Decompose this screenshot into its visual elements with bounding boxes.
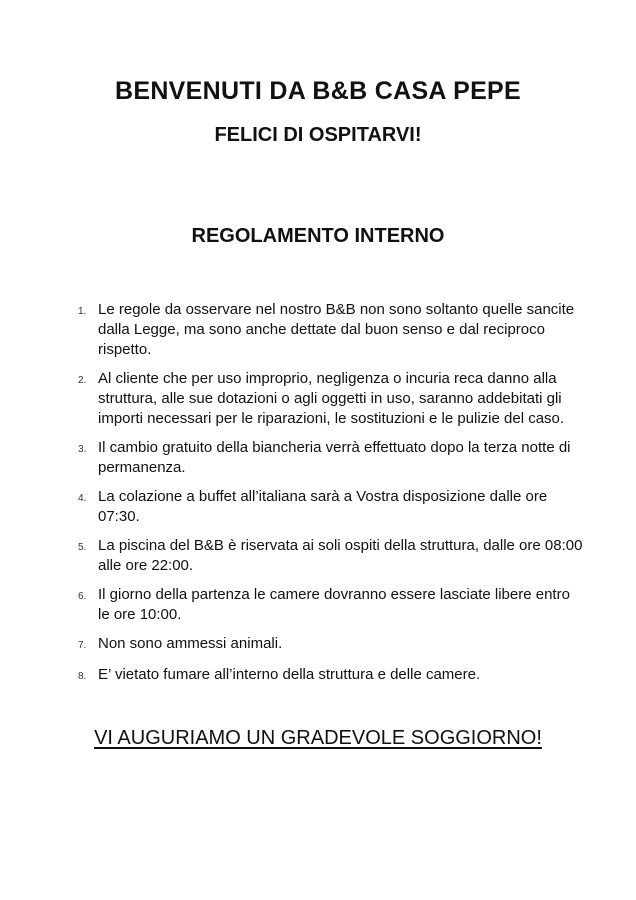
rule-item bbox=[78, 585, 583, 625]
rule-text: Il giorno della partenza le camere dovranno essere lasciate libere entro le ore 10:00. bbox=[98, 586, 570, 623]
rule-item bbox=[78, 438, 583, 478]
rule-text: Al cliente che per uso improprio, negligenza o incuria reca danno alla struttura, alle sue dotazioni o agli oggetti in uso, saranno addebitati gli importi necessari per le riparazioni, le sostituzioni e le pulizie del caso. bbox=[98, 370, 565, 427]
rule-item bbox=[78, 300, 583, 360]
page-title: BENVENUTI DA B&B CASA PEPE bbox=[115, 77, 521, 105]
rules-list bbox=[78, 300, 583, 696]
rule-number: 8. bbox=[78, 671, 87, 682]
rule-item bbox=[78, 634, 583, 656]
rule-item bbox=[78, 487, 583, 527]
rule-number: 6. bbox=[78, 591, 87, 602]
rule-item bbox=[78, 536, 583, 576]
rule-text: Le regole da osservare nel nostro B&B non sono soltanto quelle sancite dalla Legge, ma sono anche dettate dal buon senso e dal reciproco rispetto. bbox=[98, 301, 575, 358]
section-title: REGOLAMENTO INTERNO bbox=[191, 225, 445, 247]
rule-number: 3. bbox=[78, 444, 87, 455]
rule-number: 5. bbox=[78, 542, 87, 553]
closing-message: VI AUGURIAMO UN GRADEVOLE SOGGIORNO! bbox=[94, 727, 542, 749]
rule-number: 2. bbox=[78, 375, 87, 386]
rule-item bbox=[78, 369, 583, 429]
rule-text: Il cambio gratuito della biancheria verrà effettuato dopo la terza notte di permanenza. bbox=[98, 439, 571, 476]
rule-text: La piscina del B&B è riservata ai soli ospiti della struttura, dalle ore 08:00 alle ore 22:00. bbox=[98, 537, 583, 574]
rule-number: 4. bbox=[78, 493, 87, 504]
rule-text: E’ vietato fumare all’interno della struttura e delle camere. bbox=[98, 666, 481, 683]
rule-text: La colazione a buffet all’italiana sarà a Vostra disposizione dalle ore 07:30. bbox=[98, 488, 548, 525]
rule-number: 7. bbox=[78, 640, 87, 651]
page-subtitle: FELICI DI OSPITARVI! bbox=[214, 124, 422, 146]
rule-text: Non sono ammessi animali. bbox=[98, 635, 283, 652]
rule-number: 1. bbox=[78, 306, 87, 317]
rule-item bbox=[78, 665, 583, 687]
